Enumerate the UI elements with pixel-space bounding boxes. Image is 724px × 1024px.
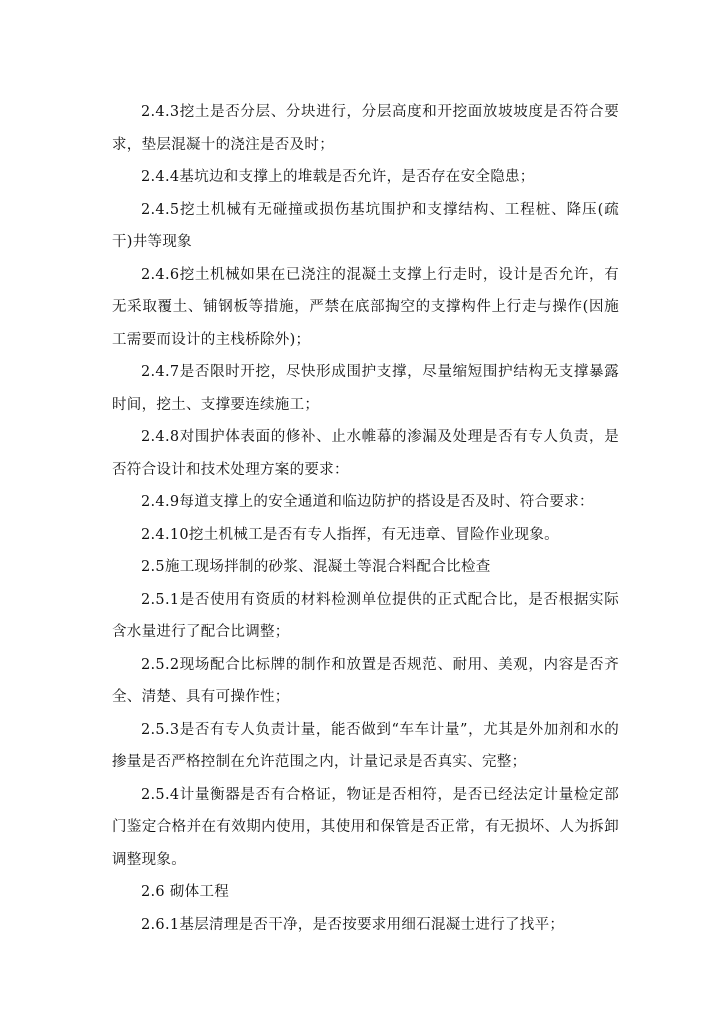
paragraph-2-4-5: 2.4.5挖土机械有无碰撞或损伤基坑围护和支撑结构、工程桩、降压(疏干)井等现象 <box>112 201 619 250</box>
paragraph-2-5-1: 2.5.1是否使用有资质的材料检测单位提供的正式配合比，是否根据实际含水量进行了配合比调整； <box>112 591 619 640</box>
paragraph-2-5-2: 2.5.2现场配合比标牌的制作和放置是否规范、耐用、美观，内容是否齐全、清楚、具有可操作性； <box>112 656 619 705</box>
paragraph-2-4-9: 2.4.9每道支撑上的安全通道和临边防护的搭设是否及时、符合要求： <box>141 494 594 510</box>
paragraph-2-4-10: 2.4.10挖土机械工是否有专人指挥，有无违章、冒险作业现象。 <box>141 526 559 543</box>
paragraph-2-4-6: 2.4.6挖土机械如果在已浇注的混凝土支撑上行走时，设计是否允许，有无采取覆土、铺钢板等措施，严禁在底部掏空的支撑构件上行走与操作(因施工需要而设计的主栈桥除外)； <box>112 266 619 348</box>
document-body <box>112 96 619 941</box>
paragraph-2-4-4: 2.4.4基坑边和支撑上的堆载是否允许，是否存在安全隐患； <box>141 169 535 185</box>
paragraph-2-4-3: 2.4.3挖土是否分层、分块进行，分层高度和开挖面放坡坡度是否符合要求，垫层混凝十的浇注是否及时； <box>112 104 619 153</box>
section-heading-2-5: 2.5施工现场拌制的砂浆、混凝土等混合料配合比检查 <box>141 559 491 575</box>
section-heading-2-6: 2.6 砌体工程 <box>141 884 230 900</box>
paragraph-2-5-4: 2.5.4计量衡器是否有合格证，物证是否相符，是否已经法定计量检定部门鉴定合格并在有效期内使用，其使用和保管是否正常，有无损坏、人为拆卸调整现象。 <box>112 786 619 868</box>
paragraph-2-5-3: 2.5.3是否有专人负责计量，能否做到“车车计量”，尤其是外加剂和水的掺量是否严格控制在允许范围之内，计量记录是否真实、完整； <box>112 721 619 770</box>
paragraph-2-6-1: 2.6.1基层清理是否干净，是否按要求用细石混凝士进行了找平； <box>141 916 565 933</box>
paragraph-2-4-7: 2.4.7是否限时开挖，尽快形成围护支撑，尽量缩短围护结构无支撑暴露时间，挖土、支撑要连续施工； <box>112 364 619 413</box>
paragraph-2-4-8: 2.4.8对围护体表面的修补、止水帷幕的渗漏及处理是否有专人负责，是否符合设计和技术处理方案的要求： <box>112 429 619 478</box>
